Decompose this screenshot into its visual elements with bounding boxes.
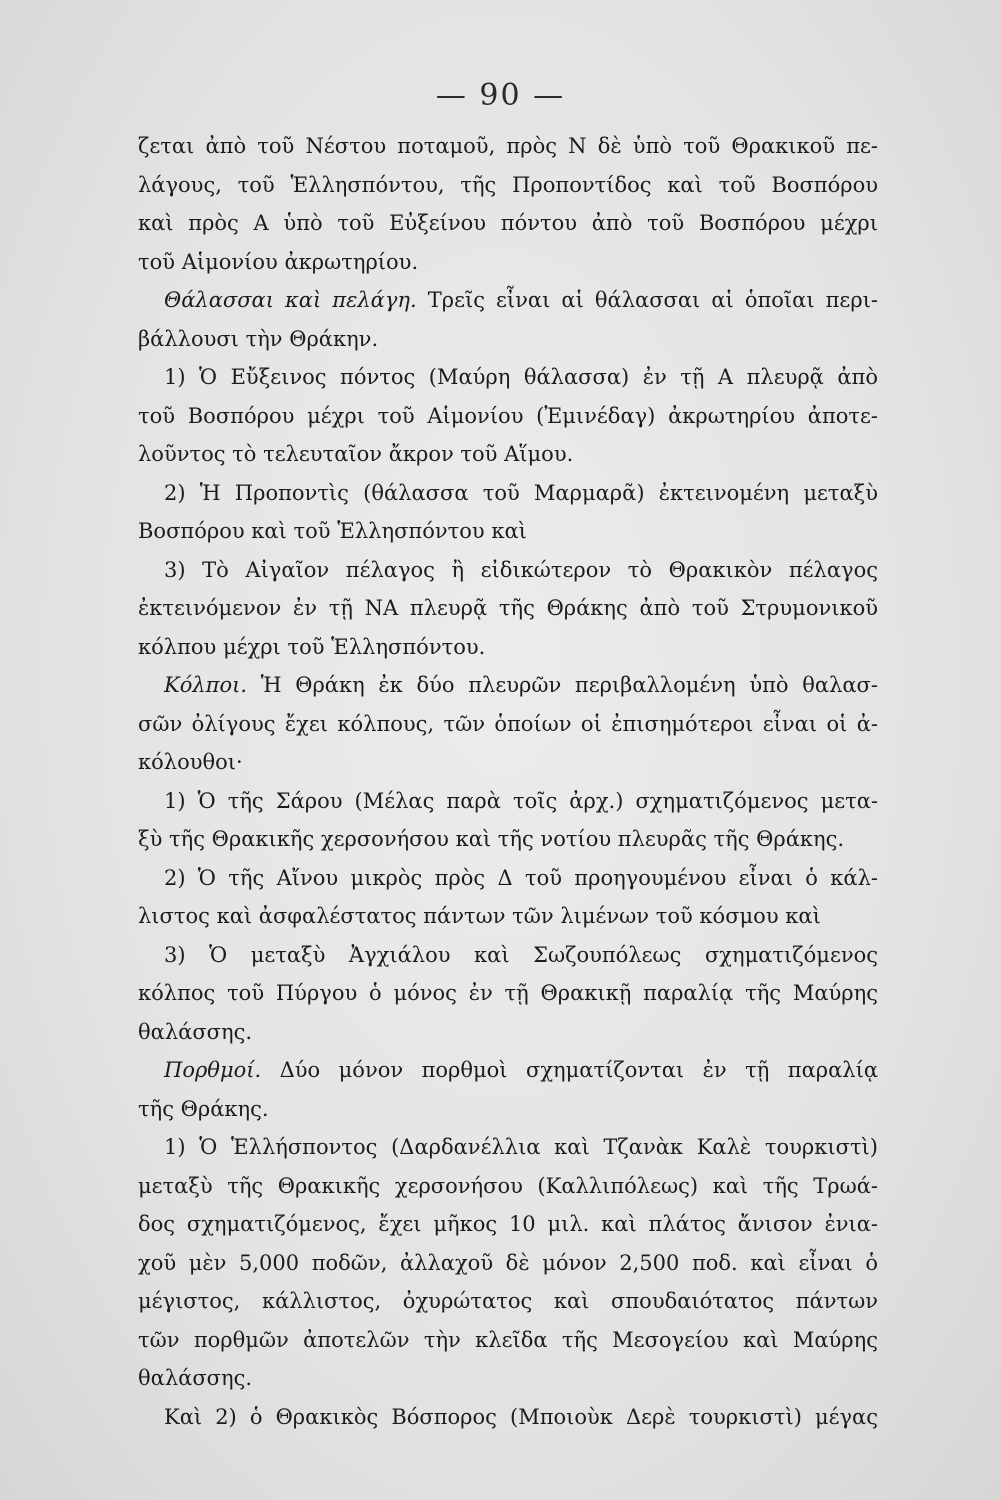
line-text: 1) Ὁ τῆς Σάρου (Μέλας παρὰ τοῖς ἀρχ.) σχηματιζόμενος μετα- [164, 788, 878, 813]
text-line [138, 243, 878, 282]
text-line [138, 127, 878, 166]
line-text: Καὶ 2) ὁ Θρακικὸς Βόσπορος (Μποιοὺκ Δερὲ τουρκιστὶ) μέγας [164, 1404, 878, 1429]
section-heading: Θάλασσαι καὶ πελάγη. [164, 288, 417, 312]
text-line [138, 435, 878, 474]
line-text: Βοσπόρου καὶ τοῦ Ἑλλησπόντου καὶ [138, 519, 527, 543]
line-text: 3) Ὁ μεταξὺ Ἀγχιάλου καὶ Σωζουπόλεως σχηματιζόμενος [164, 942, 878, 967]
text-line [138, 320, 878, 359]
text-line [138, 1359, 878, 1398]
text-line [138, 1013, 878, 1052]
line-text: λάγους, τοῦ Ἑλλησπόντου, τῆς Προποντίδος καὶ τοῦ Βοσπόρου [138, 172, 878, 197]
line-text: 1) Ὁ Εὔξεινος πόντος (Μαύρη θάλασσα) ἐν τῇ Α πλευρᾷ ἀπὸ [164, 365, 878, 389]
text-line [138, 1128, 878, 1167]
line-text: Τρεῖς εἶναι αἱ θάλασσαι αἱ ὁποῖαι περι- [416, 288, 878, 312]
text-line [138, 666, 878, 705]
line-text: ἐκτεινόμενον ἐν τῇ ΝΑ πλευρᾷ τῆς Θράκης ἀπὸ τοῦ Στρυμονικοῦ [138, 596, 878, 620]
line-text: 1) Ὁ Ἑλλήσποντος (Δαρδανέλλια καὶ Τζανὰκ Καλὲ τουρκιστὶ) [164, 1135, 878, 1159]
page-body-text [138, 127, 878, 1436]
line-text: δος σχηματιζόμενος, ἔχει μῆκος 10 μιλ. καὶ πλάτος ἄνισον ἐνια- [138, 1212, 878, 1236]
line-text: Ἡ Θράκη ἐκ δύο πλευρῶν περιβαλλομένη ὑπὸ θαλασ- [247, 673, 878, 697]
line-text: κόλουθοι· [138, 750, 243, 774]
text-line [138, 204, 878, 243]
line-text: κόλπου μέχρι τοῦ Ἑλλησπόντου. [138, 634, 486, 659]
text-line [138, 512, 878, 551]
line-text: λιστος καὶ ἀσφαλέστατος πάντων τῶν λιμένων τοῦ κόσμου καὶ [138, 904, 821, 928]
text-line [138, 166, 878, 205]
page-number: — 90 — [435, 78, 566, 113]
text-line [138, 936, 878, 975]
line-text: βάλλουσι τὴν Θράκην. [138, 326, 379, 351]
text-line [138, 1205, 878, 1244]
text-line [138, 1321, 878, 1360]
text-line [138, 820, 878, 859]
text-line [138, 589, 878, 628]
line-text: Δύο μόνον πορθμοὶ σχηματίζονται ἐν τῇ παραλίᾳ [261, 1058, 878, 1082]
line-text: θαλάσσης. [138, 1366, 253, 1390]
line-text: τοῦ Βοσπόρου μέχρι τοῦ Αἱμονίου (Ἐμινέδαγ) ἀκρωτηρίου ἀποτε- [138, 403, 878, 428]
text-line [138, 1167, 878, 1206]
text-line [138, 1051, 878, 1090]
text-line [138, 974, 878, 1013]
line-text: καὶ πρὸς Α ὑπὸ τοῦ Εὐξείνου πόντου ἀπὸ τοῦ Βοσπόρου μέχρι [138, 211, 878, 235]
line-text: χοῦ μὲν 5,000 ποδῶν, ἀλλαχοῦ δὲ μόνον 2,500 ποδ. καὶ εἶναι ὁ [138, 1250, 878, 1275]
text-line [138, 782, 878, 821]
text-line [138, 743, 878, 782]
text-line [138, 1090, 878, 1129]
text-line [138, 281, 878, 320]
text-line [138, 397, 878, 436]
text-line [138, 551, 878, 590]
line-text: λοῦντος τὸ τελευταῖον ἄκρον τοῦ Αἵμου. [138, 442, 574, 466]
section-heading: Κόλποι. [164, 673, 247, 697]
text-line [138, 1398, 878, 1437]
line-text: μεταξὺ τῆς Θρακικῆς χερσονήσου (Καλλιπόλεως) καὶ τῆς Τρωά- [138, 1173, 878, 1198]
line-text: θαλάσσης. [138, 1019, 253, 1044]
text-line [138, 358, 878, 397]
line-text: τῆς Θράκης. [138, 1096, 269, 1121]
line-text: 2) Ὁ τῆς Αἴνου μικρὸς πρὸς Δ τοῦ προηγουμένου εἶναι ὁ κάλ- [164, 865, 878, 890]
line-text: 2) Ἡ Προποντὶς (θάλασσα τοῦ Μαρμαρᾶ) ἐκτεινομένη μεταξὺ [164, 480, 878, 505]
text-line [138, 628, 878, 667]
line-text: ξὺ τῆς Θρακικῆς χερσονήσου καὶ τῆς νοτίου πλευρᾶς τῆς Θράκης. [138, 827, 845, 851]
text-line [138, 897, 878, 936]
line-text: 3) Τὸ Αἰγαῖον πέλαγος ἢ εἰδικώτερον τὸ Θρακικὸν πέλαγος [164, 557, 878, 582]
text-line [138, 474, 878, 513]
line-text: τῶν πορθμῶν ἀποτελῶν τὴν κλεῖδα τῆς Μεσογείου καὶ Μαύρης [138, 1327, 878, 1352]
line-text: ζεται ἀπὸ τοῦ Νέστου ποταμοῦ, πρὸς Ν δὲ ὑπὸ τοῦ Θρακικοῦ πε- [138, 134, 878, 158]
line-text: τοῦ Αἱμονίου ἀκρωτηρίου. [138, 249, 419, 274]
text-line [138, 1282, 878, 1321]
line-text: κόλπος τοῦ Πύργου ὁ μόνος ἐν τῇ Θρακικῇ παραλίᾳ τῆς Μαύρης [138, 981, 878, 1005]
text-line [138, 1244, 878, 1283]
text-line [138, 705, 878, 744]
line-text: μέγιστος, κάλλιστος, ὀχυρώτατος καὶ σπουδαιότατος πάντων [138, 1289, 878, 1313]
line-text: σῶν ὀλίγους ἔχει κόλπους, τῶν ὁποίων οἱ ἐπισημότεροι εἶναι οἱ ἀ- [138, 711, 878, 736]
section-heading: Πορθμοί. [164, 1058, 262, 1082]
text-line [138, 859, 878, 898]
